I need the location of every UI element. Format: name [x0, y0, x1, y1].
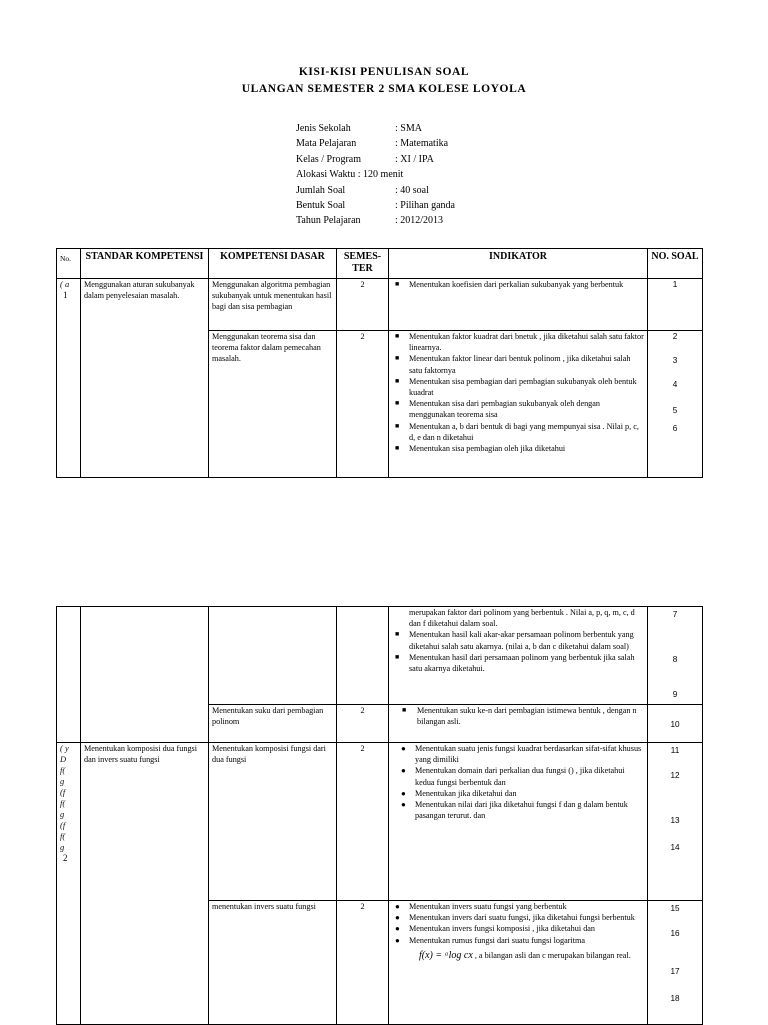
no-soal-cell: 7 8 9 [648, 607, 703, 705]
list-item: ● Menentukan nilai dari jika diketahui fungsi f dan g dalam bentuk pasangan terurut. dan [401, 800, 628, 821]
semester-cell: 2 [337, 279, 389, 331]
list-item: ● Menentukan invers dari suatu fungsi, jika diketahui fungsi berbentuk [395, 913, 635, 923]
list-item: ■ Menentukan sisa dari pembagian sukubanyak oleh dengan menggunakan teorema sisa [395, 399, 600, 420]
semester-cell: 2 [337, 705, 389, 743]
indikator-cell [389, 279, 648, 331]
kompetensi-dasar-cell: Menggunakan teorema sisa dan teorema faktor dalam pemecahan masalah. [209, 331, 337, 478]
meta-school-type: Jenis Sekolah : SMA [296, 123, 422, 134]
meta-question-type: Bentuk Soal : Pilihan ganda [296, 199, 455, 211]
standar-kompetensi-cell [81, 607, 209, 743]
list-item: ● Menentukan jika diketahui dan [401, 788, 517, 798]
header-no-soal: NO. SOAL [648, 249, 703, 279]
log-formula: f(x) = ᵃlog cx [419, 949, 473, 961]
semester-cell: 2 [337, 743, 389, 901]
number-fragment: ( a [60, 279, 70, 289]
list-item: ■ Menentukan koefisien dari perkalian sukubanyak yang berbentuk [395, 280, 624, 289]
row-number: 1 [63, 290, 68, 300]
document-title: KISI-KISI PENULISAN SOAL [298, 66, 470, 78]
no-soal-cell: 10 [648, 705, 703, 743]
list-item: ● Menentukan invers suatu fungsi yang berbentuk [395, 902, 567, 911]
kompetensi-dasar-cell [209, 607, 337, 705]
list-item: ● Menentukan invers fungsi komposisi , jika diketahui dan [395, 924, 596, 934]
header-no: No. [57, 249, 81, 279]
no-soal-cell: 1 [648, 279, 703, 331]
list-item: ■ Menentukan sisa pembagian oleh jika diketahui [395, 444, 566, 454]
semester-cell [337, 607, 389, 705]
indikator-cell [389, 743, 648, 901]
indikator-cell [389, 331, 648, 478]
kisi-table-page2 [56, 606, 703, 1025]
row-number: 2 [63, 853, 68, 863]
semester-cell: 2 [337, 331, 389, 478]
no-soal-cell: 15 16 17 18 [648, 901, 703, 1025]
header-semester: SEMES-TER [337, 249, 389, 279]
table-row [57, 743, 703, 901]
list-item: ■ Menentukan hasil dari persamaan polinom yang berbentuk jika salah satu akarnya diketahui. [395, 652, 635, 674]
standar-kompetensi-cell: Menentukan komposisi dua fungsi dan invers suatu fungsi [81, 743, 209, 1025]
meta-academic-year: Tahun Pelajaran : 2012/2013 [296, 215, 444, 227]
indikator-cell [389, 607, 648, 705]
list-item: ● Menentukan domain dari perkalian dua fungsi () , jika diketahui kedua fungsi berbentuk dan [401, 766, 625, 787]
list-item: ■ Menentukan sisa pembagian dari pembagian sukubanyak oleh bentuk kuadrat [395, 376, 637, 398]
standar-kompetensi-cell: Menggunakan aturan sukubanyak dalam penyelesaian masalah. [81, 279, 209, 478]
list-item: ■ Menentukan faktor linear dari bentuk polinom , jika diketahui salah satu faktornya [395, 354, 631, 375]
list-item: ■ Menentukan a, b dari bentuk di bagi yang mempunyai sisa . Nilai p, c, d, e dan n diketahui [395, 421, 639, 442]
list-item: ■ Menentukan suku ke-n dari pembagian istimewa bentuk , dengan n bilangan asli. [402, 706, 637, 727]
header-kompetensi-dasar: KOMPETENSI DASAR [209, 249, 337, 279]
document-subtitle: ULANGAN SEMESTER 2 SMA KOLESE LOYOLA [241, 83, 527, 95]
meta-time: Alokasi Waktu : 120 menit [296, 169, 404, 181]
list-item: ■ Menentukan faktor kuadrat dari bnetuk , jika diketahui salah satu faktor linearnya. [395, 332, 644, 353]
kompetensi-dasar-cell: Menentukan komposisi fungsi dari dua fungsi [209, 743, 337, 901]
no-soal-cell: 11 12 13 14 [648, 743, 703, 901]
indikator-cell [389, 705, 648, 743]
row-number-cell: ( y D f( g (f f( g (f f( g 2 [57, 743, 81, 1025]
table-header-row [57, 249, 703, 279]
kompetensi-dasar-cell: menentukan invers suatu fungsi [209, 901, 337, 1025]
list-item: ■ Menentukan hasil kali akar-akar persamaan polinom berbentuk yang diketahui salah satu akarnya. (nilai a, b dan c diketahui dalam soal) [395, 630, 634, 651]
row-number-cell [57, 607, 81, 743]
kisi-table-page1 [56, 248, 703, 478]
indikator-cell [389, 901, 648, 1025]
meta-subject: Mata Pelajaran : Matematika [296, 138, 449, 150]
table-row [57, 279, 703, 331]
no-soal-cell: 2 3 4 5 6 [648, 331, 703, 478]
meta-class: Kelas / Program : XI / IPA [296, 153, 434, 165]
exam-metadata [296, 121, 455, 229]
kompetensi-dasar-cell: Menentukan suku dari pembagian polinom [209, 705, 337, 743]
list-item: ● Menentukan suatu jenis fungsi kuadrat berdasarkan sifat-sifat khusus yang dimiliki [401, 744, 642, 765]
list-item: merupakan faktor dari polinom yang berbentuk . Nilai a, p, q, m, c, d dan f diketahui dalam soal. [409, 608, 635, 629]
table-row [57, 607, 703, 705]
semester-cell: 2 [337, 901, 389, 1025]
list-item: ● Menentukan rumus fungsi dari suatu fungsi logaritma f(x) = ᵃlog cx , a bilangan asli dan c merupakan bilangan real. [395, 935, 631, 961]
row-number-cell [57, 279, 81, 478]
header-standar-kompetensi: STANDAR KOMPETENSI [81, 249, 209, 279]
kompetensi-dasar-cell: Menggunakan algoritma pembagian sukubanyak untuk menentukan hasil bagi dan sisa pembagian [209, 279, 337, 331]
meta-question-count: Jumlah Soal : 40 soal [296, 184, 429, 196]
header-indikator: INDIKATOR [389, 249, 648, 279]
